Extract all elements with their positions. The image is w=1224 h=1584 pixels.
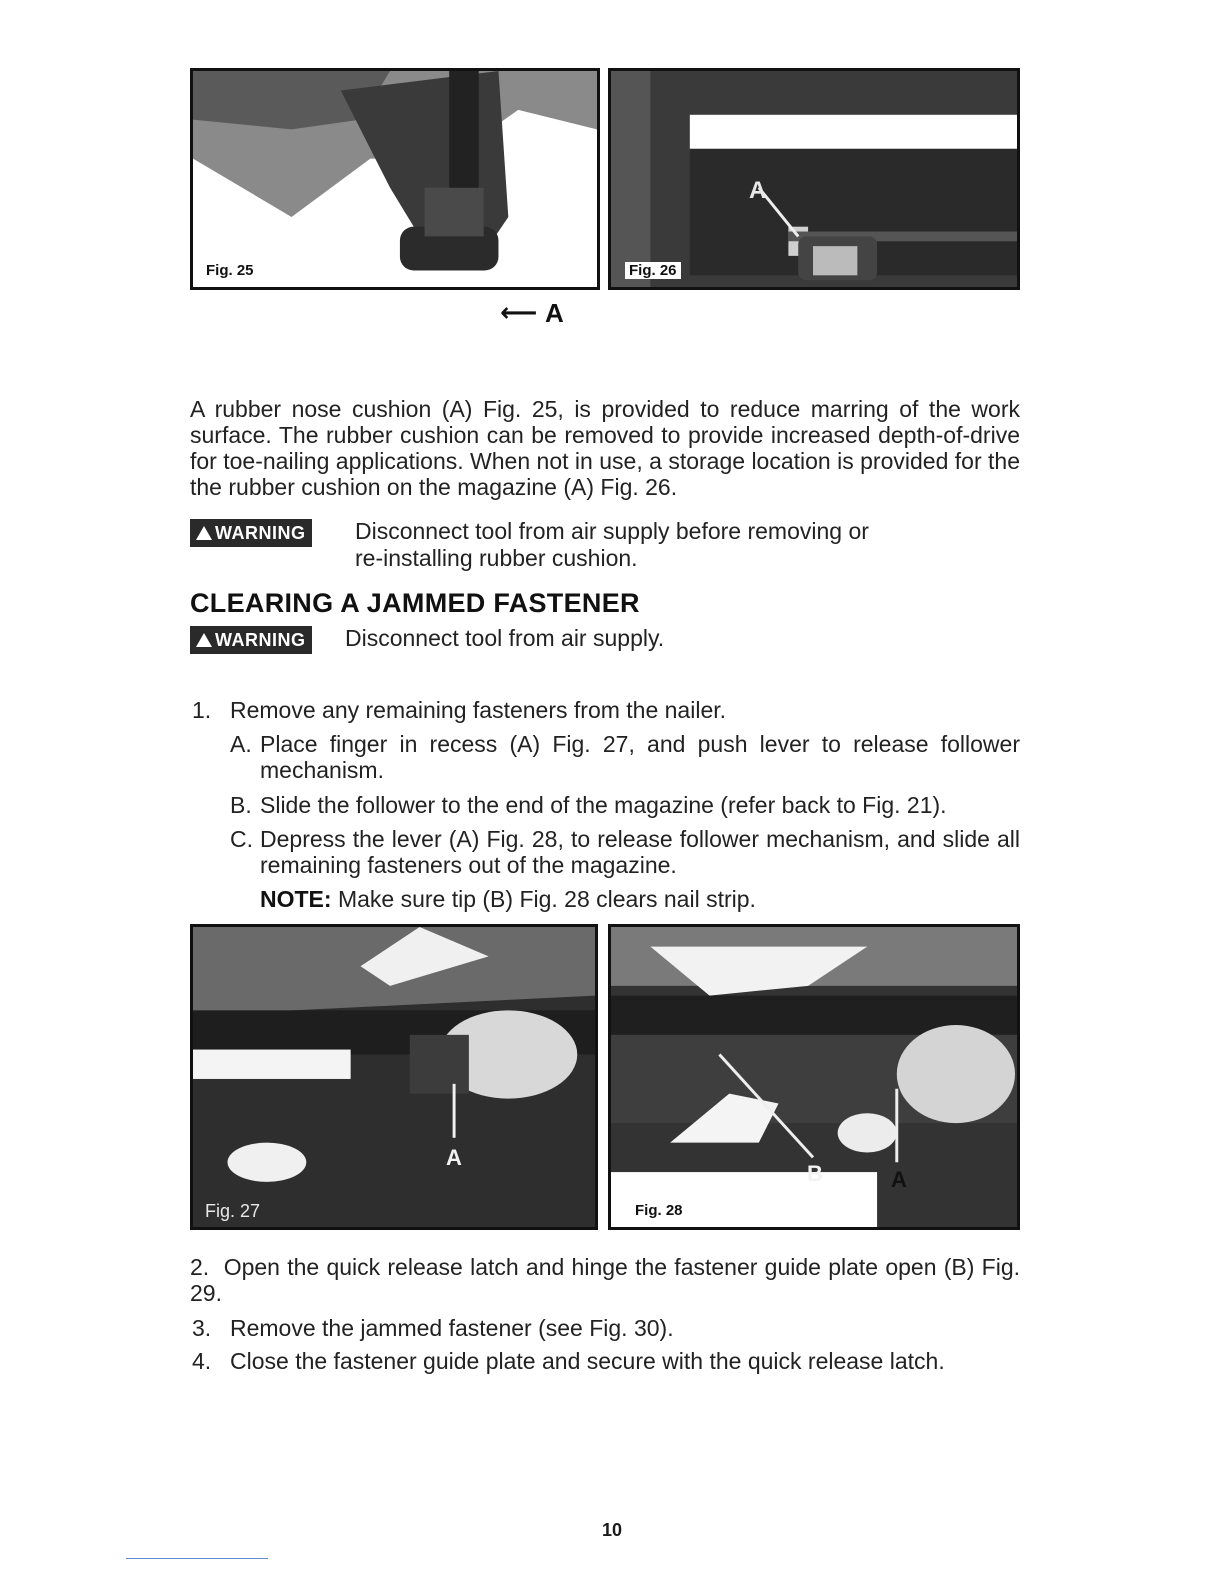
fig28-callout-b: B	[807, 1161, 823, 1186]
fig25-label: Fig. 25	[206, 262, 254, 279]
note-label: NOTE:	[260, 886, 332, 912]
finger-recess-photo	[193, 927, 595, 1227]
page-number: 10	[601, 1520, 623, 1540]
note-text: Make sure tip (B) Fig. 28 clears nail strip.	[337, 886, 756, 912]
fig25-arrow-a: ⟵	[500, 297, 538, 327]
fig28-callout-a: A	[891, 1167, 907, 1192]
footer-divider	[126, 1558, 268, 1559]
note	[260, 886, 1020, 912]
warning1-line2: re-installing rubber cushion.	[355, 545, 638, 571]
figure-25	[190, 68, 600, 290]
figure-27	[190, 924, 598, 1230]
step-1-number: 1.	[192, 697, 212, 723]
fig25-callout-a: A	[545, 298, 564, 328]
step-a-number: A.	[230, 731, 252, 757]
step-2-text: Open the quick release latch and hinge the fastener guide plate open (B) Fig. 29.	[190, 1254, 1020, 1306]
fig27-callout-a: A	[446, 1145, 462, 1170]
nailer-nose-photo	[193, 71, 597, 287]
step-c-text: Depress the lever (A) Fig. 28, to release follower mechanism, and slide all remaining fasteners out of the magazine.	[260, 826, 1020, 878]
step-b-number: B.	[230, 792, 252, 818]
warning-triangle-icon	[196, 526, 212, 540]
step-2	[190, 1254, 1020, 1306]
step-a-text: Place finger in recess (A) Fig. 27, and push lever to release follower mechanism.	[260, 731, 1020, 783]
warning-badge-text: WARNING	[215, 630, 306, 650]
step-4-number: 4.	[192, 1348, 212, 1374]
step-3-text: Remove the jammed fastener (see Fig. 30).	[230, 1315, 674, 1341]
intro-paragraph: A rubber nose cushion (A) Fig. 25, is provided to reduce marring of the work surface. The rubber cushion can be removed to provide increased depth-of-drive for toe-nailing applications. When not in use, a storage location is provided for the the rubber cushion on the magazine (A) Fig. 26.	[190, 396, 1020, 500]
fig27-label: Fig. 27	[205, 1201, 261, 1221]
fig26-callout-a: A	[749, 177, 767, 204]
warning-badge-text: WARNING	[215, 523, 306, 543]
warning-triangle-icon	[196, 633, 212, 647]
figure-26	[608, 68, 1020, 290]
section-heading: CLEARING A JAMMED FASTENER	[190, 588, 640, 618]
step-b-text: Slide the follower to the end of the magazine (refer back to Fig. 21).	[260, 792, 947, 818]
figure-28	[608, 924, 1020, 1230]
step-1-text: Remove any remaining fasteners from the nailer.	[230, 697, 727, 723]
step-4-text: Close the fastener guide plate and secure with the quick release latch.	[230, 1348, 945, 1374]
warning-badge-1	[190, 519, 312, 547]
step-c-number: C.	[230, 826, 253, 852]
step-2-number: 2.	[190, 1254, 210, 1280]
step-3-number: 3.	[192, 1315, 212, 1341]
magazine-storage-photo	[611, 71, 1017, 287]
fig26-label: Fig. 26	[625, 262, 681, 279]
warning-badge-2	[190, 626, 312, 654]
warning2-text: Disconnect tool from air supply.	[345, 625, 665, 651]
warning1-line1: Disconnect tool from air supply before removing or	[355, 518, 869, 544]
fig28-label: Fig. 28	[635, 1202, 683, 1219]
